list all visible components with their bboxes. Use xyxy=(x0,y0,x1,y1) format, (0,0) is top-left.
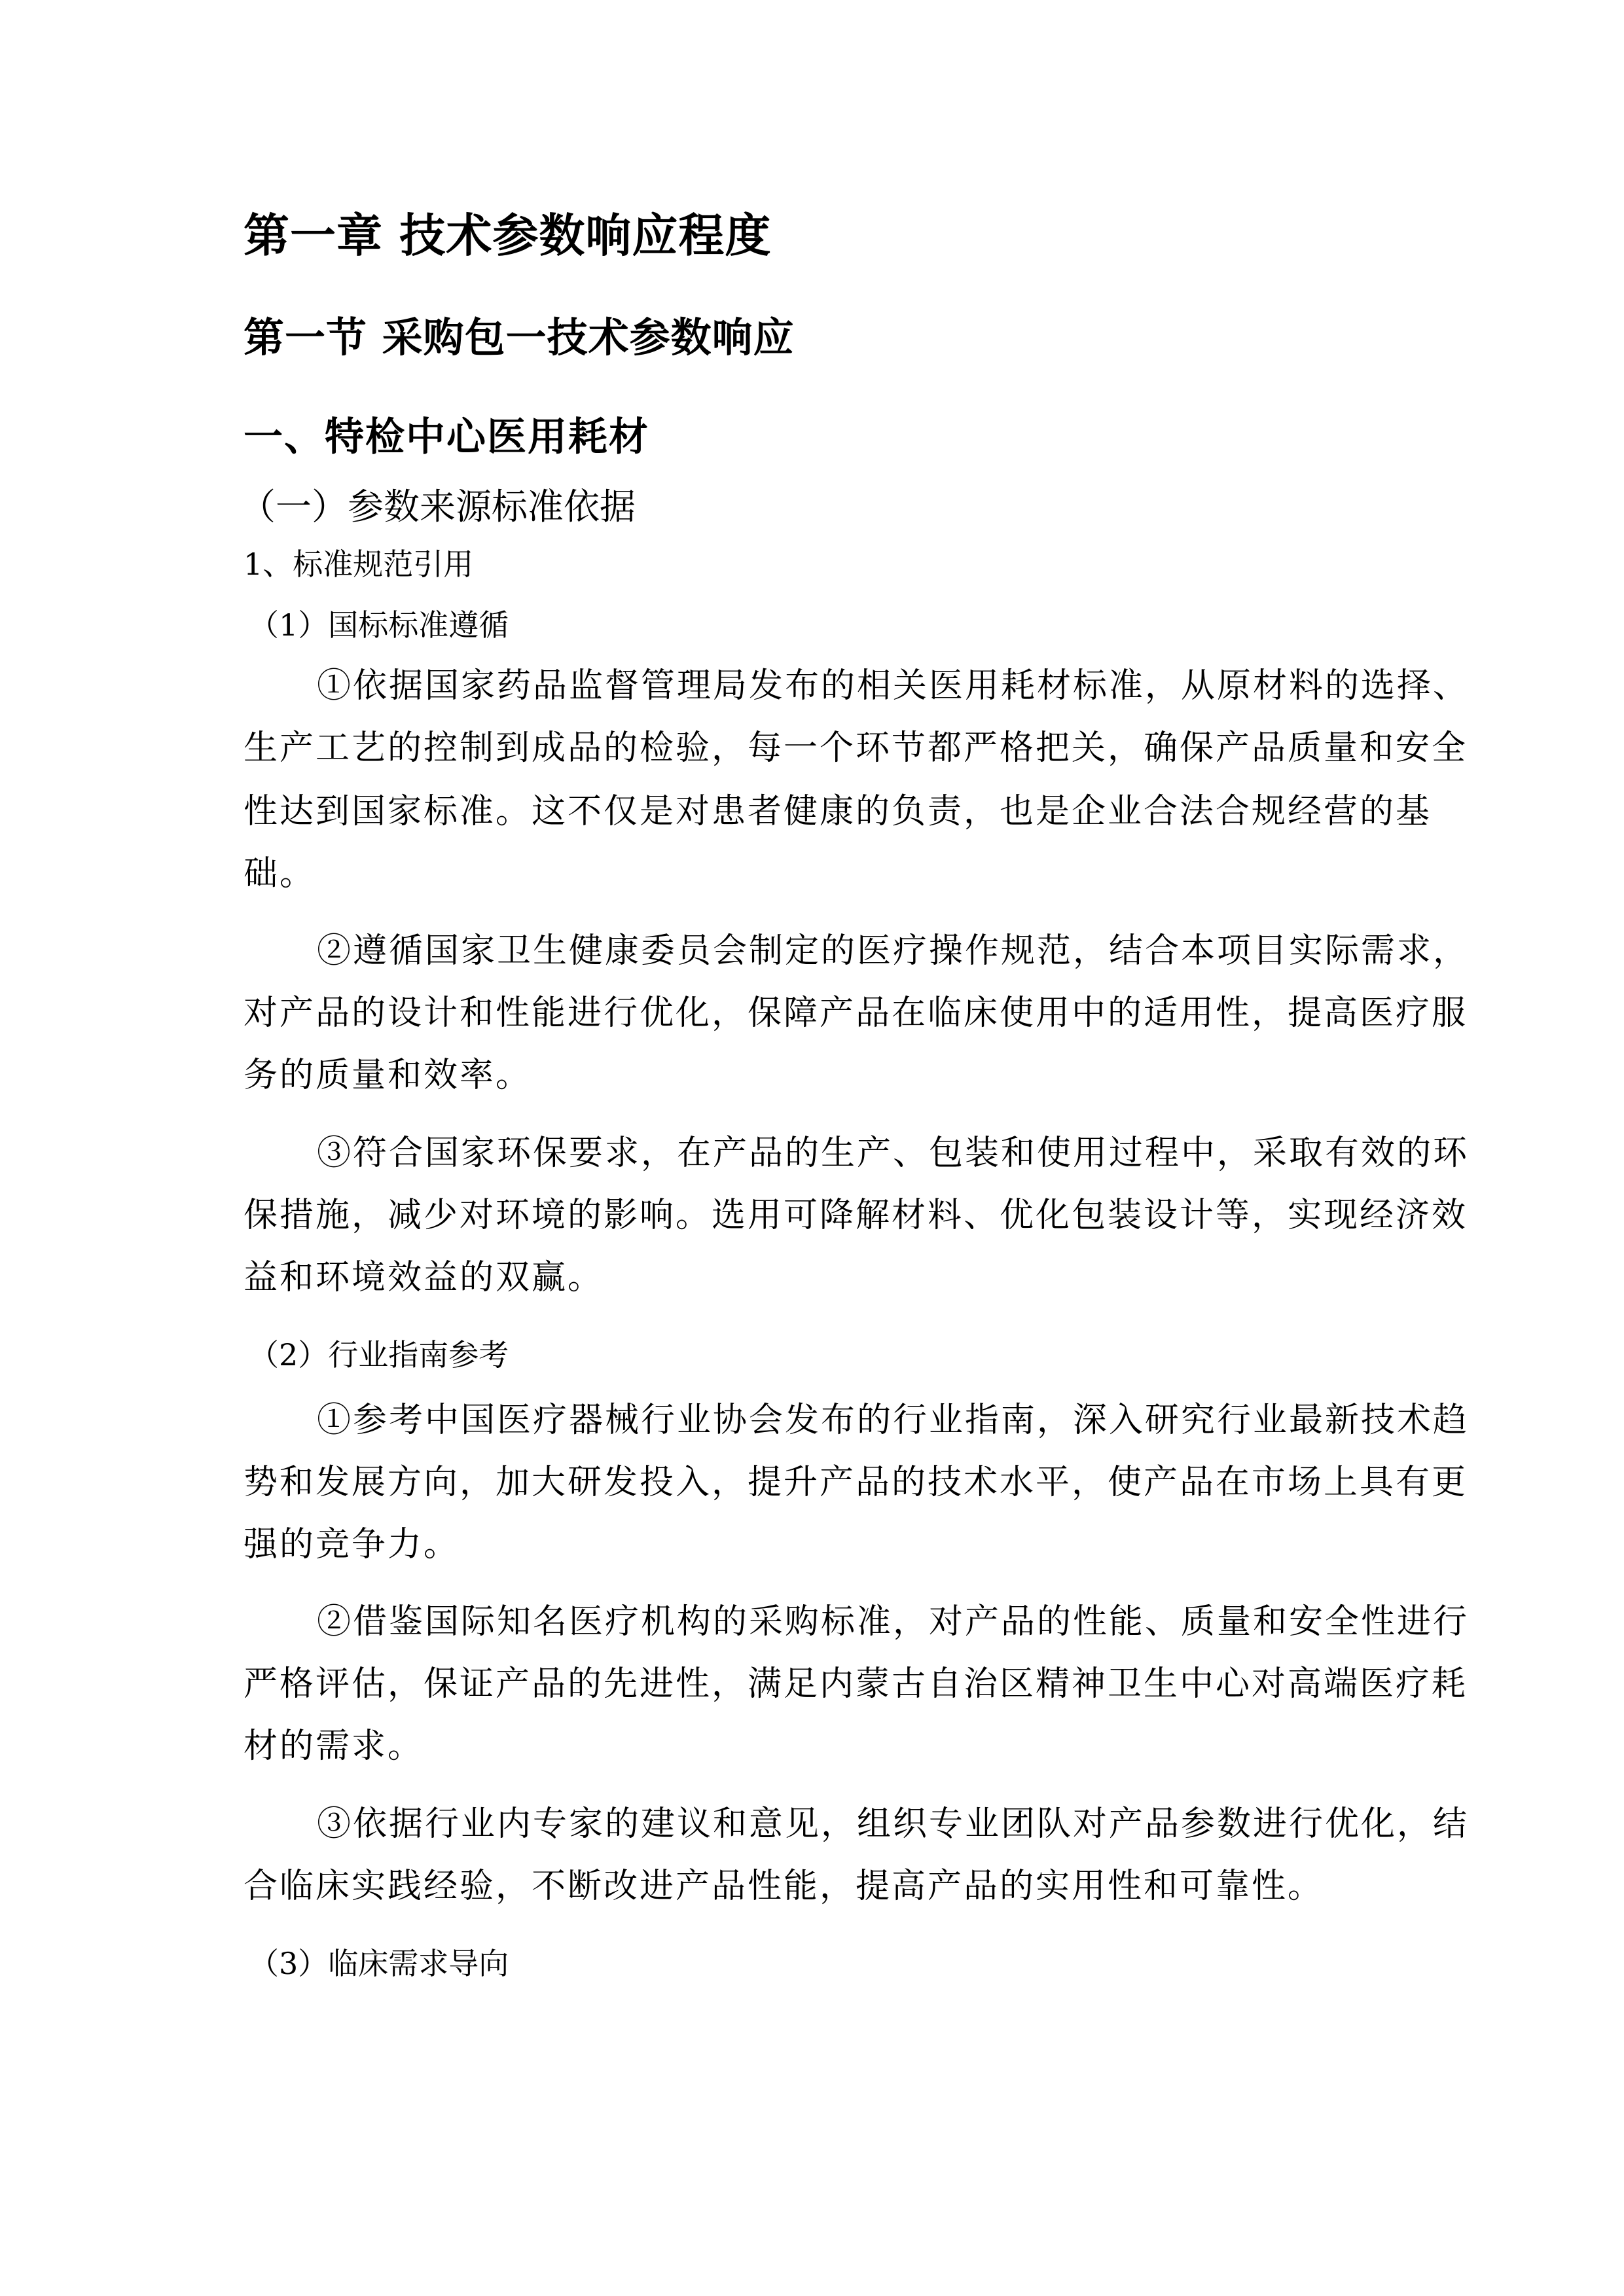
paragraph-line: 础。 xyxy=(244,854,316,893)
item-standard-references: 1、标准规范引用 xyxy=(244,547,474,582)
subheading-parameter-sources: （一）参数来源标准依据 xyxy=(240,486,636,528)
paragraph-line: 势和发展方向，加大研发投入，提升产品的技术水平，使产品在市场上具有更 xyxy=(244,1463,1468,1502)
paragraph-line: 性达到国家标准。这不仅是对患者健康的负责，也是企业合法合规经营的基 xyxy=(244,792,1432,831)
paragraph-line: 材的需求。 xyxy=(244,1727,424,1766)
paragraph-line: ②借鉴国际知名医疗机构的采购标准，对产品的性能、质量和安全性进行 xyxy=(317,1602,1470,1641)
section-title: 第一节 采购包一技术参数响应 xyxy=(244,314,795,361)
paragraph-line: 对产品的设计和性能进行优化，保障产品在临床使用中的适用性，提高医疗服 xyxy=(244,994,1468,1033)
paragraph-line: 严格评估，保证产品的先进性，满足内蒙古自治区精神卫生中心对高端医疗耗 xyxy=(244,1664,1468,1704)
paragraph-line: ①参考中国医疗器械行业协会发布的行业指南，深入研究行业最新技术趋 xyxy=(317,1401,1470,1440)
paragraph-line: 保措施，减少对环境的影响。选用可降解材料、优化包装设计等，实现经济效 xyxy=(244,1196,1468,1235)
paragraph-line: 益和环境效益的双赢。 xyxy=(244,1258,604,1297)
paragraph-line: ③符合国家环保要求，在产品的生产、包装和使用过程中，采取有效的环 xyxy=(317,1134,1470,1173)
chapter-title: 第一章 技术参数响应程度 xyxy=(244,209,772,262)
paragraph-line: 强的竞争力。 xyxy=(244,1525,460,1564)
paragraph-line: ①依据国家药品监督管理局发布的相关医用耗材标准，从原材料的选择、 xyxy=(317,666,1470,706)
paragraph-line: ③依据行业内专家的建议和意见，组织专业团队对产品参数进行优化，结 xyxy=(317,1804,1470,1844)
heading-level3: 一、特检中心医用耗材 xyxy=(244,414,649,460)
paragraph-line: 合临床实践经验，不断改进产品性能，提高产品的实用性和可靠性。 xyxy=(244,1867,1324,1906)
paragraph-line: 务的质量和效率。 xyxy=(244,1056,532,1095)
sub-clinical-needs: （3）临床需求导向 xyxy=(249,1946,509,1981)
paragraph-line: ②遵循国家卫生健康委员会制定的医疗操作规范，结合本项目实际需求， xyxy=(317,931,1470,971)
paragraph-line: 生产工艺的控制到成品的检验，每一个环节都严格把关，确保产品质量和安全 xyxy=(244,728,1468,768)
sub-national-standards: （1）国标标准遵循 xyxy=(249,607,509,643)
sub-industry-guidelines: （2）行业指南参考 xyxy=(249,1337,509,1372)
